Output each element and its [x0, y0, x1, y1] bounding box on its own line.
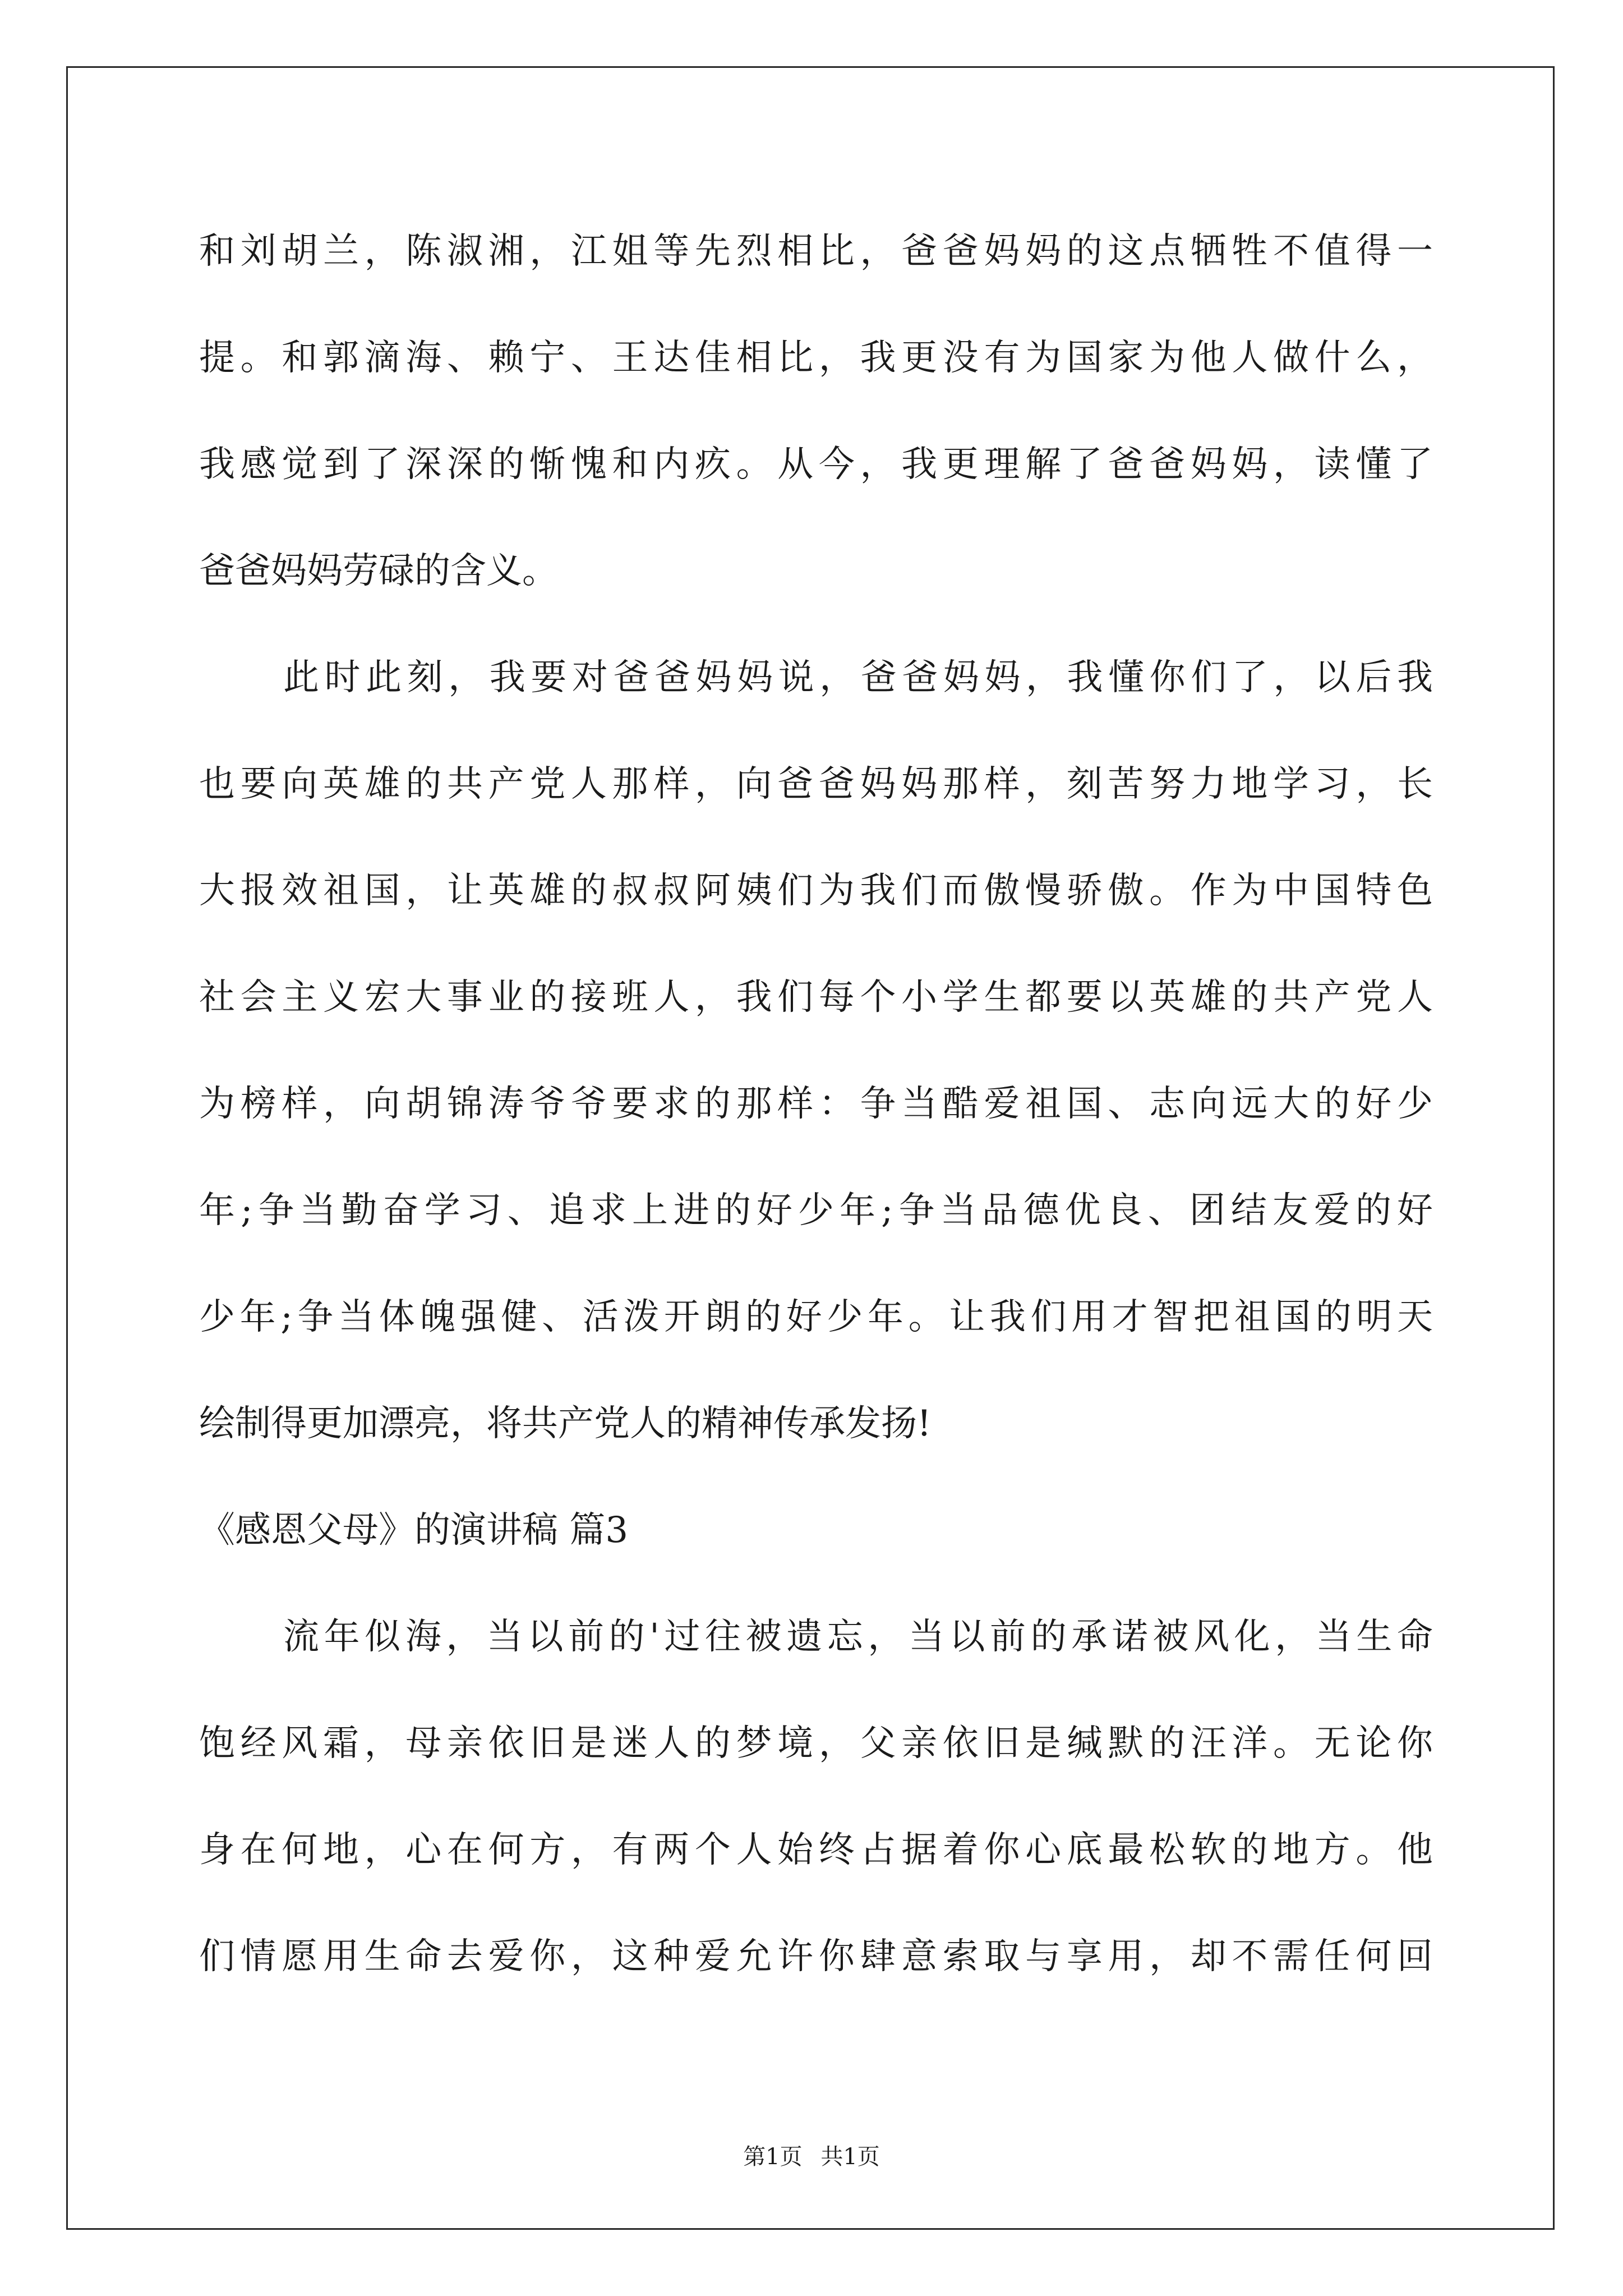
paragraph-3-line: 身在何地，心在何方，有两个人始终占据着你心底最松软的地方。他 — [199, 1829, 1433, 1871]
paragraph-2-line: 少年;争当体魄强健、活泼开朗的好少年。让我们用才智把祖国的明天 — [199, 1296, 1433, 1338]
paragraph-2-line: 年;争当勤奋学习、追求上进的好少年;争当品德优良、团结友爱的好 — [199, 1190, 1433, 1231]
paragraph-2-line: 社会主义宏大事业的接班人，我们每个小学生都要以英雄的共产党人 — [199, 977, 1433, 1018]
paragraph-1-line: 我感觉到了深深的惭愧和内疚。从今，我更理解了爸爸妈妈，读懂了 — [199, 444, 1433, 485]
paragraph-2-line: 为榜样，向胡锦涛爷爷要求的那样：争当酷爱祖国、志向远大的好少 — [199, 1083, 1433, 1125]
paragraph-1-line: 和刘胡兰，陈淑湘，江姐等先烈相比，爸爸妈妈的这点牺牲不值得一 — [199, 231, 1433, 272]
paragraph-1-line: 提。和郭滴海、赖宁、王达佳相比，我更没有为国家为他人做什么， — [199, 337, 1433, 379]
document-body — [199, 198, 1433, 2010]
paragraph-2-line: 绘制得更加漂亮，将共产党人的精神传承发扬! — [199, 1403, 932, 1444]
page-footer — [0, 2143, 1623, 2171]
paragraph-1-line: 爸爸妈妈劳碌的含义。 — [199, 550, 558, 592]
page-number: 第1页 — [743, 2144, 803, 2170]
paragraph-2-line: 大报效祖国，让英雄的叔叔阿姨们为我们而傲慢骄傲。作为中国特色 — [199, 870, 1433, 912]
paragraph-3-line: 饱经风霜，母亲依旧是迷人的梦境，父亲依旧是缄默的汪洋。无论你 — [199, 1723, 1433, 1764]
paragraph-2-line: 此时此刻，我要对爸爸妈妈说，爸爸妈妈，我懂你们了，以后我 — [283, 657, 1433, 698]
paragraph-2-line: 也要向英雄的共产党人那样，向爸爸妈妈那样，刻苦努力地学习，长 — [199, 763, 1433, 805]
page-total: 共1页 — [820, 2144, 880, 2170]
paragraph-3-line: 流年似海，当以前的'过往被遗忘，当以前的承诺被风化，当生命 — [283, 1616, 1433, 1658]
section-heading: 《感恩父母》的演讲稿 篇3 — [199, 1510, 629, 1551]
paragraph-3-line: 们情愿用生命去爱你，这种爱允许你肆意索取与享用，却不需任何回 — [199, 1936, 1433, 1977]
